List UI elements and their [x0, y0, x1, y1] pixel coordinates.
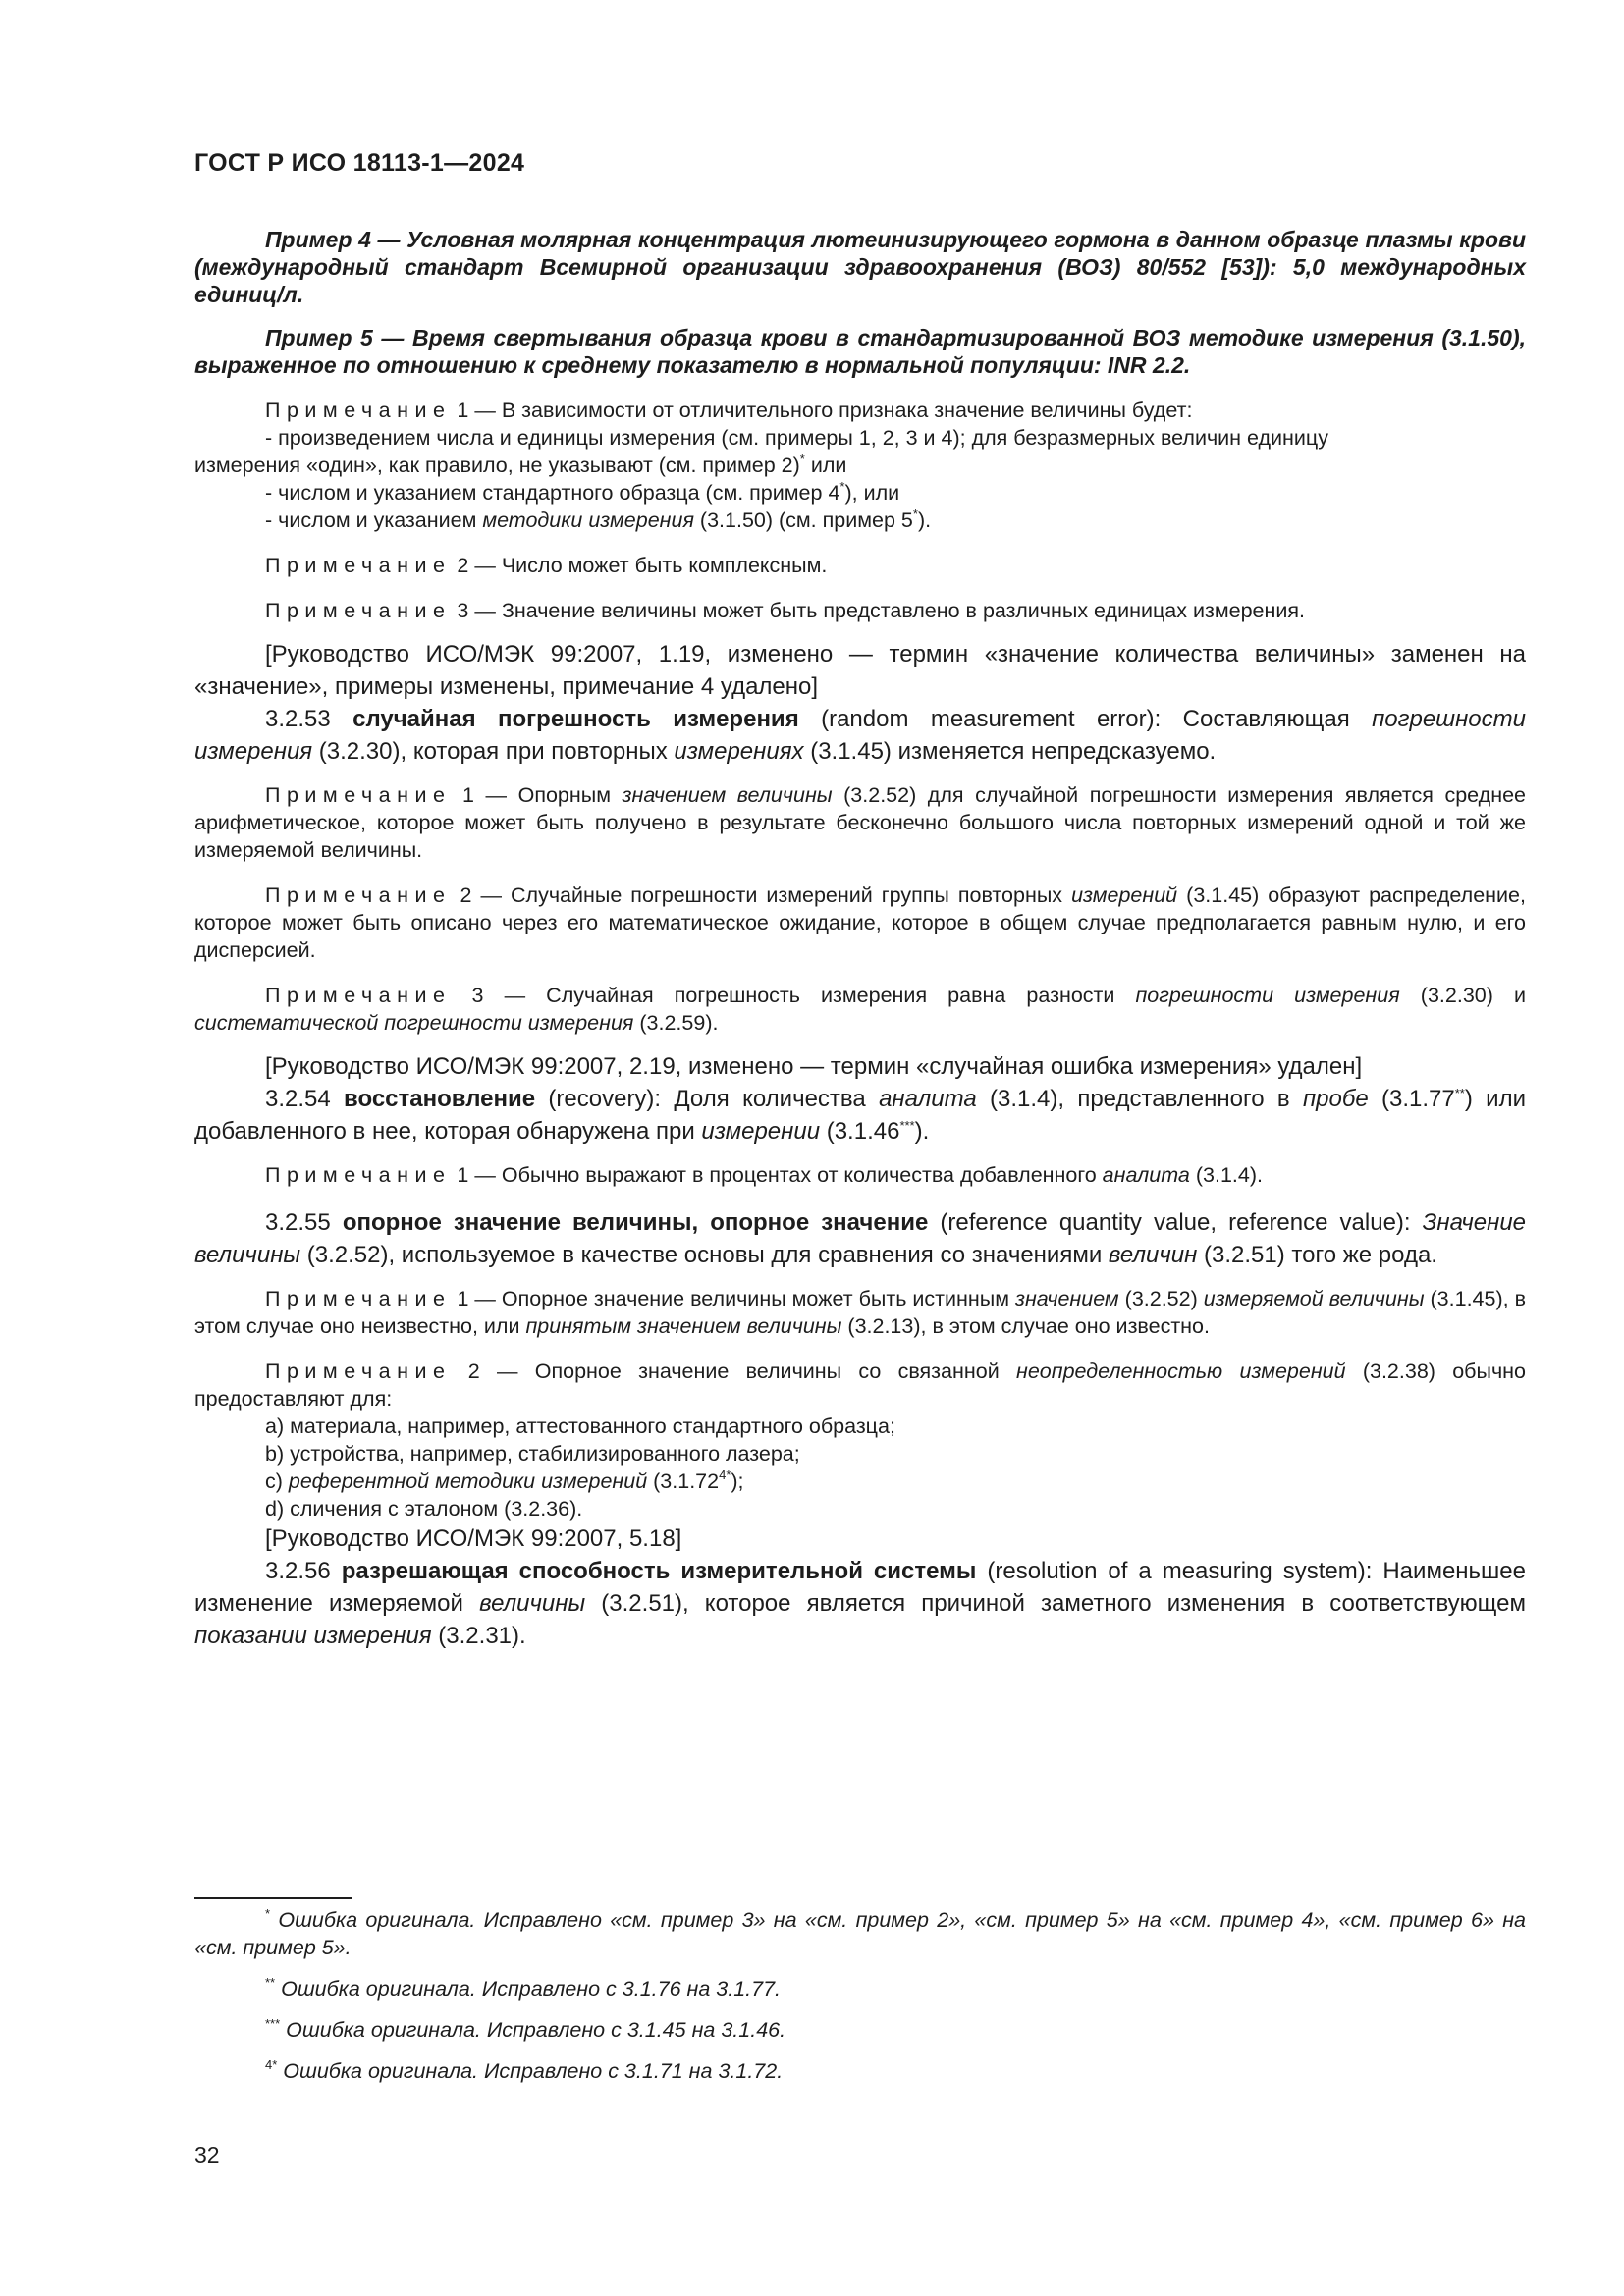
source-reference: [Руководство ИСО/МЭК 99:2007, 1.19, изменено — термин «значение количества величины» заменен на «значение», примеры изменены, примечание 4 удалено]: [194, 641, 1526, 700]
note-label: Примечание: [265, 399, 452, 422]
example-5: Пример 5 — Время свертывания образца крови в стандартизированной ВОЗ методике измерения (3.1.50), выраженное по отношению к среднему показателю в нормальной популяции: INR 2.2.: [194, 325, 1526, 378]
term-3-2-56: 3.2.56 разрешающая способность измерительной системы (resolution of a measuring system): Наименьшее изменение измеряемой величины (3.2.51), которое является причиной заметного изменения в соответствующем показании измерения (3.2.31).: [194, 1558, 1526, 1649]
term-title: случайная погрешность измерения: [352, 706, 799, 732]
list-item: a) материала, например, аттестованного стандартного образца;: [265, 1415, 895, 1438]
term-title: восстановление: [344, 1086, 536, 1112]
note-3255-2: Примечание 2 — Опорное значение величины со связанной неопределенностью измерений (3.2.38) обычно предоставляют для:: [194, 1360, 1526, 1411]
footnote: * Ошибка оригинала. Исправлено «см. пример 3» на «см. пример 2», «см. пример 5» на «см. пример 4», «см. пример 6» на «см. пример 5».: [194, 1906, 1526, 1959]
footnote-divider: [194, 1897, 352, 1899]
note-3253-2: Примечание 2 — Случайные погрешности измерений группы повторных измерений (3.1.45) образуют распределение, которое может быть описано через его математическое ожидание, которое в общем случае предполагается равным нулю, и его дисперсией.: [194, 883, 1526, 962]
list-item-continuation: измерения «один», как правило, не указывают (см. пример 2)* или: [194, 452, 847, 477]
term-title: разрешающая способность измерительной системы: [341, 1558, 977, 1584]
footnotes: [194, 1906, 1526, 2099]
example-4: Пример 4 — Условная молярная концентрация лютеинизирующего гормона в данном образце плазмы крови (международный стандарт Всемирной организации здравоохранения (ВОЗ) 80/552 [53]): 5,0 международных единиц/л.: [194, 227, 1526, 307]
page-content: [194, 226, 1526, 1660]
term-3-2-53: 3.2.53 случайная погрешность измерения (random measurement error): Составляющая погрешности измерения (3.2.30), которая при повторных измерениях (3.1.45) изменяется непредсказуемо.: [194, 706, 1526, 765]
list-item: - произведением числа и единицы измерения (см. примеры 1, 2, 3 и 4); для безразмерных величин единицу: [265, 426, 1328, 450]
page-number: 32: [194, 2142, 220, 2167]
note-3252-2: Примечание 2 — Число может быть комплексным.: [265, 554, 828, 577]
note-3252-1: Примечание 1 — В зависимости от отличительного признака значение величины будет:: [265, 399, 1193, 422]
source-reference: [Руководство ИСО/МЭК 99:2007, 2.19, изменено — термин «случайная ошибка измерения» удален]: [265, 1053, 1363, 1080]
term-title: опорное значение величины, опорное значение: [342, 1209, 929, 1236]
document-header: ГОСТ Р ИСО 18113-1—2024: [194, 149, 525, 177]
footnote: $^{4*}$ Ошибка оригинала. Исправлено с 3.1.71 на 3.1.72.: [265, 2057, 784, 2083]
note-3255-1: Примечание 1 — Опорное значение величины может быть истинным значением (3.2.52) измеряемой величины (3.1.45), в этом случае оно неизвестно, или принятым значением величины (3.2.13), в этом случае оно известно.: [194, 1287, 1526, 1338]
term-3-2-55: 3.2.55 опорное значение величины, опорное значение (reference quantity value, reference value): Значение величины (3.2.52), используемое в качестве основы для сравнения со значениями величин (3.2.51) того же рода.: [194, 1209, 1527, 1268]
list-item: - числом и указанием стандартного образца (см. пример 4*), или: [265, 479, 900, 505]
footnote: *** Ошибка оригинала. Исправлено с 3.1.45 на 3.1.46.: [265, 2016, 786, 2042]
footnote: ** Ошибка оригинала. Исправлено с 3.1.76 на 3.1.77.: [265, 1975, 782, 2001]
list-item: b) устройства, например, стабилизированного лазера;: [265, 1442, 800, 1466]
source-reference: [Руководство ИСО/МЭК 99:2007, 5.18]: [265, 1525, 682, 1552]
list-item: - числом и указанием методики измерения (3.1.50) (см. пример 5*).: [265, 507, 932, 532]
note-3254-1: Примечание 1 — Обычно выражают в процентах от количества добавленного аналита (3.1.4).: [265, 1163, 1263, 1187]
term-3-2-54: 3.2.54 восстановление (recovery): Доля количества аналита (3.1.4), представленного в пробе (3.1.77**) или добавленного в нее, которая обнаружена при измерении (3.1.46***).: [194, 1086, 1527, 1145]
note-3252-3: Примечание 3 — Значение величины может быть представлено в различных единицах измерения.: [265, 599, 1305, 622]
list-item: d) сличения с эталоном (3.2.36).: [265, 1497, 583, 1521]
note-3253-1: Примечание 1 — Опорным значением величины (3.2.52) для случайной погрешности измерения является среднее арифметическое, которое может быть получено в результате бесконечно большого числа повторных измерений одной и той же измеряемой величины.: [194, 783, 1526, 862]
note-3253-3: Примечание 3 — Случайная погрешность измерения равна разности погрешности измерения (3.2.30) и систематической погрешности измерения (3.2.59).: [194, 984, 1526, 1035]
list-item: c) референтной методики измерений $(3.1.72^{4*})$;: [265, 1468, 744, 1493]
